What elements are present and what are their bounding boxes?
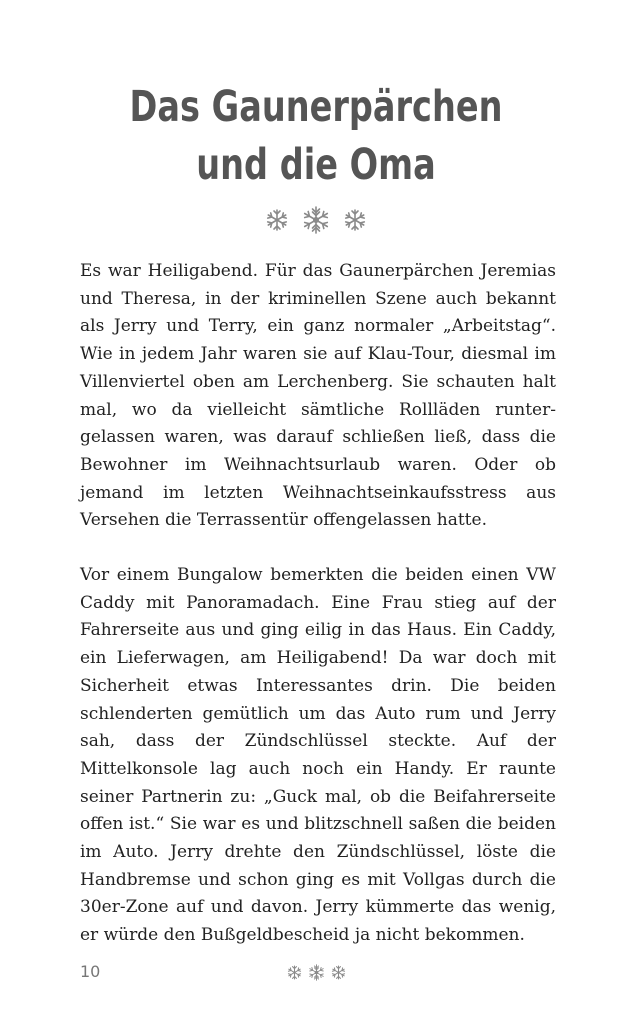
paragraph-1: Es war Heiligabend. Für das Gaunerpärchen Jeremias und Theresa, in der kriminellen Szene auch bekannt als Jerry und Terry, ein ganz normaler „Arbeitstag“. Wie in jedem Jahr waren sie auf Klau-Tour, diesmal im Villenviertel oben am Lerchenberg. Sie schauten halt mal, wo da vielleicht sämtliche Rollläden runtergelassen waren, was darauf schließen ließ, dass die Bewohner im Weihnachtsurlaub waren. Oder ob jemand im letzten Weihnachtseinkaufsstress aus Versehen die Terrassentür offengelassen hatte. bbox=[80, 261, 556, 531]
snowflake-icon bbox=[264, 207, 290, 233]
chapter-title-line-2: und die Oma bbox=[196, 140, 436, 190]
chapter-body bbox=[80, 258, 556, 950]
paragraph-2: Vor einem Bungalow bemerkten die beiden einen VW Caddy mit Panoramadach. Eine Frau stieg auf der Fahrerseite aus und ging eilig in das Haus. Ein Caddy, ein Lieferwagen, am Heiligabend! Da war doch mit Sicherheit etwas Interessantes drin. Die beiden schlenderten gemütlich um das Auto rum und Jerry sah, dass der Zündschlüssel steckte. Auf der Mittelkonsole lag auch noch ein Handy. Er raunte seiner Partnerin zu: „Guck mal, ob die Beifahrerseite offen ist.“ Sie war es und blitzschnell saßen die beiden im Auto. Jerry drehte den Zündschlüssel, löste die Handbremse und schon ging es mit Vollgas durch die 30er-Zone auf und davon. Jerry kümmerte das wenig, er würde den Bußgeldbescheid ja nicht bekommen. bbox=[80, 565, 556, 946]
chapter-title bbox=[70, 78, 563, 194]
snowflake-icon bbox=[307, 963, 326, 982]
snowflake-icon bbox=[300, 204, 332, 236]
title-ornament bbox=[0, 200, 632, 240]
snowflake-icon bbox=[342, 207, 368, 233]
snowflake-icon bbox=[286, 964, 303, 981]
snowflake-icon bbox=[330, 964, 347, 981]
footer-ornament bbox=[0, 960, 632, 984]
page-number: 10 bbox=[80, 962, 101, 981]
chapter-title-line-1: Das Gaunerpärchen bbox=[129, 82, 503, 132]
